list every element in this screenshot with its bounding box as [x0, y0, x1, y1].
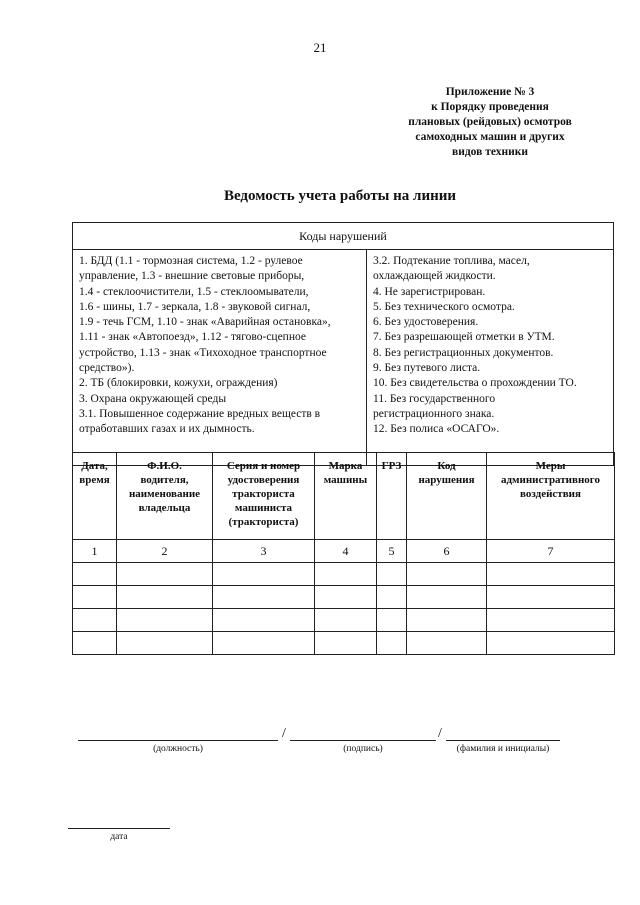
code-line: 10. Без свидетельства о прохождении ТО. — [373, 377, 577, 390]
code-line: устройство, 1.13 - знак «Тихоходное транспортное — [79, 346, 327, 359]
code-line: 3. Охрана окружающей среды — [79, 392, 227, 405]
table-cell[interactable] — [407, 609, 487, 632]
code-line: 1.9 - течь ГСМ, 1.10 - знак «Аварийная остановка», — [79, 316, 331, 329]
table-cell[interactable] — [213, 563, 315, 586]
appendix-line: Приложение № 3 — [445, 86, 535, 98]
violation-codes-table — [72, 222, 614, 466]
separator: / — [282, 726, 286, 741]
work-log-table — [72, 452, 615, 655]
table-cell[interactable] — [487, 586, 615, 609]
violation-codes-right — [367, 250, 613, 466]
header-driver: Ф.И.О. водителя, наименование владельца — [117, 453, 213, 540]
table-cell[interactable] — [117, 586, 213, 609]
code-line: 1. БДД (1.1 - тормозная система, 1.2 - рулевое — [79, 255, 303, 267]
code-line: 3.1. Повышенное содержание вредных веществ в — [79, 407, 321, 420]
column-number: 7 — [487, 540, 615, 563]
table-cell[interactable] — [315, 609, 377, 632]
name-line[interactable] — [446, 740, 560, 741]
table-cell[interactable] — [117, 563, 213, 586]
table-cell[interactable] — [377, 563, 407, 586]
date-line[interactable] — [68, 828, 170, 829]
header-brand: Марка машины — [315, 453, 377, 540]
header-plate: ГРЗ — [377, 453, 407, 540]
table-cell[interactable] — [117, 632, 213, 655]
code-line: 1.11 - знак «Автопоезд», 1.12 - тягово-сцепное — [79, 331, 306, 344]
position-label: (должность) — [153, 744, 203, 754]
page-number: 21 — [313, 40, 327, 55]
column-number: 4 — [315, 540, 377, 563]
code-line: 11. Без государственного — [373, 392, 496, 405]
table-cell[interactable] — [315, 563, 377, 586]
code-line: 1.4 - стеклоочистители, 1.5 - стеклоомыватели, — [79, 285, 309, 298]
appendix-block — [360, 85, 620, 160]
header-license: Серия и номер удостоверения тракториста машиниста (тракториста) — [213, 453, 315, 540]
appendix-line: видов техники — [452, 146, 528, 158]
violation-codes-body — [73, 250, 613, 466]
column-number: 2 — [117, 540, 213, 563]
code-line: средство»). — [79, 362, 135, 375]
code-line: отработавших газах и их дымность. — [79, 423, 255, 436]
appendix-line: плановых (рейдовых) осмотров — [408, 116, 572, 128]
column-number: 5 — [377, 540, 407, 563]
code-line: 12. Без полиса «ОСАГО». — [373, 423, 500, 436]
code-line: 5. Без технического осмотра. — [373, 300, 515, 313]
violation-codes-header: Коды нарушений — [73, 223, 613, 250]
table-cell[interactable] — [487, 609, 615, 632]
table-cell[interactable] — [117, 609, 213, 632]
column-number-row — [73, 540, 615, 563]
code-line: 4. Не зарегистрирован. — [373, 285, 486, 298]
table-cell[interactable] — [315, 586, 377, 609]
table-cell[interactable] — [73, 563, 117, 586]
header-measures: Меры административного воздействия — [487, 453, 615, 540]
header-date: Дата, время — [73, 453, 117, 540]
code-line: 1.6 - шины, 1.7 - зеркала, 1.8 - звуковой сигнал, — [79, 300, 311, 313]
table-cell[interactable] — [487, 632, 615, 655]
code-line: 9. Без путевого листа. — [373, 362, 481, 375]
signature-line[interactable] — [290, 740, 436, 741]
table-cell[interactable] — [73, 586, 117, 609]
table-cell[interactable] — [213, 632, 315, 655]
table-cell[interactable] — [315, 632, 377, 655]
separator: / — [438, 726, 442, 741]
code-line: 6. Без удостоверения. — [373, 316, 479, 329]
table-row — [73, 586, 615, 609]
code-line: регистрационного знака. — [373, 407, 495, 420]
code-line: охлаждающей жидкости. — [373, 270, 496, 283]
table-row — [73, 563, 615, 586]
column-number: 6 — [407, 540, 487, 563]
table-header-row — [73, 453, 615, 540]
table-cell[interactable] — [377, 632, 407, 655]
appendix-line: самоходных машин и других — [415, 131, 565, 143]
column-number: 3 — [213, 540, 315, 563]
signature-label: (подпись) — [343, 744, 383, 754]
code-line: 7. Без разрешающей отметки в УТМ. — [373, 331, 555, 344]
table-cell[interactable] — [487, 563, 615, 586]
date-label: дата — [110, 832, 128, 842]
table-cell[interactable] — [407, 586, 487, 609]
position-line[interactable] — [78, 740, 278, 741]
column-number: 1 — [73, 540, 117, 563]
table-row — [73, 609, 615, 632]
code-line: управление, 1.3 - внешние световые приборы, — [79, 270, 305, 283]
table-cell[interactable] — [213, 586, 315, 609]
table-cell[interactable] — [407, 563, 487, 586]
code-line: 8. Без регистрационных документов. — [373, 346, 554, 359]
table-cell[interactable] — [377, 609, 407, 632]
code-line: 3.2. Подтекание топлива, масел, — [373, 255, 530, 267]
code-line: 2. ТБ (блокировки, кожухи, ограждения) — [79, 377, 278, 390]
table-cell[interactable] — [407, 632, 487, 655]
appendix-line: к Порядку проведения — [431, 101, 549, 113]
table-row — [73, 632, 615, 655]
table-cell[interactable] — [73, 632, 117, 655]
table-cell[interactable] — [213, 609, 315, 632]
violation-codes-left — [73, 250, 367, 466]
table-cell[interactable] — [73, 609, 117, 632]
document-title: Ведомость учета работы на линии — [223, 188, 457, 204]
table-cell[interactable] — [377, 586, 407, 609]
header-code: Код нарушения — [407, 453, 487, 540]
name-label: (фамилия и инициалы) — [456, 744, 550, 754]
